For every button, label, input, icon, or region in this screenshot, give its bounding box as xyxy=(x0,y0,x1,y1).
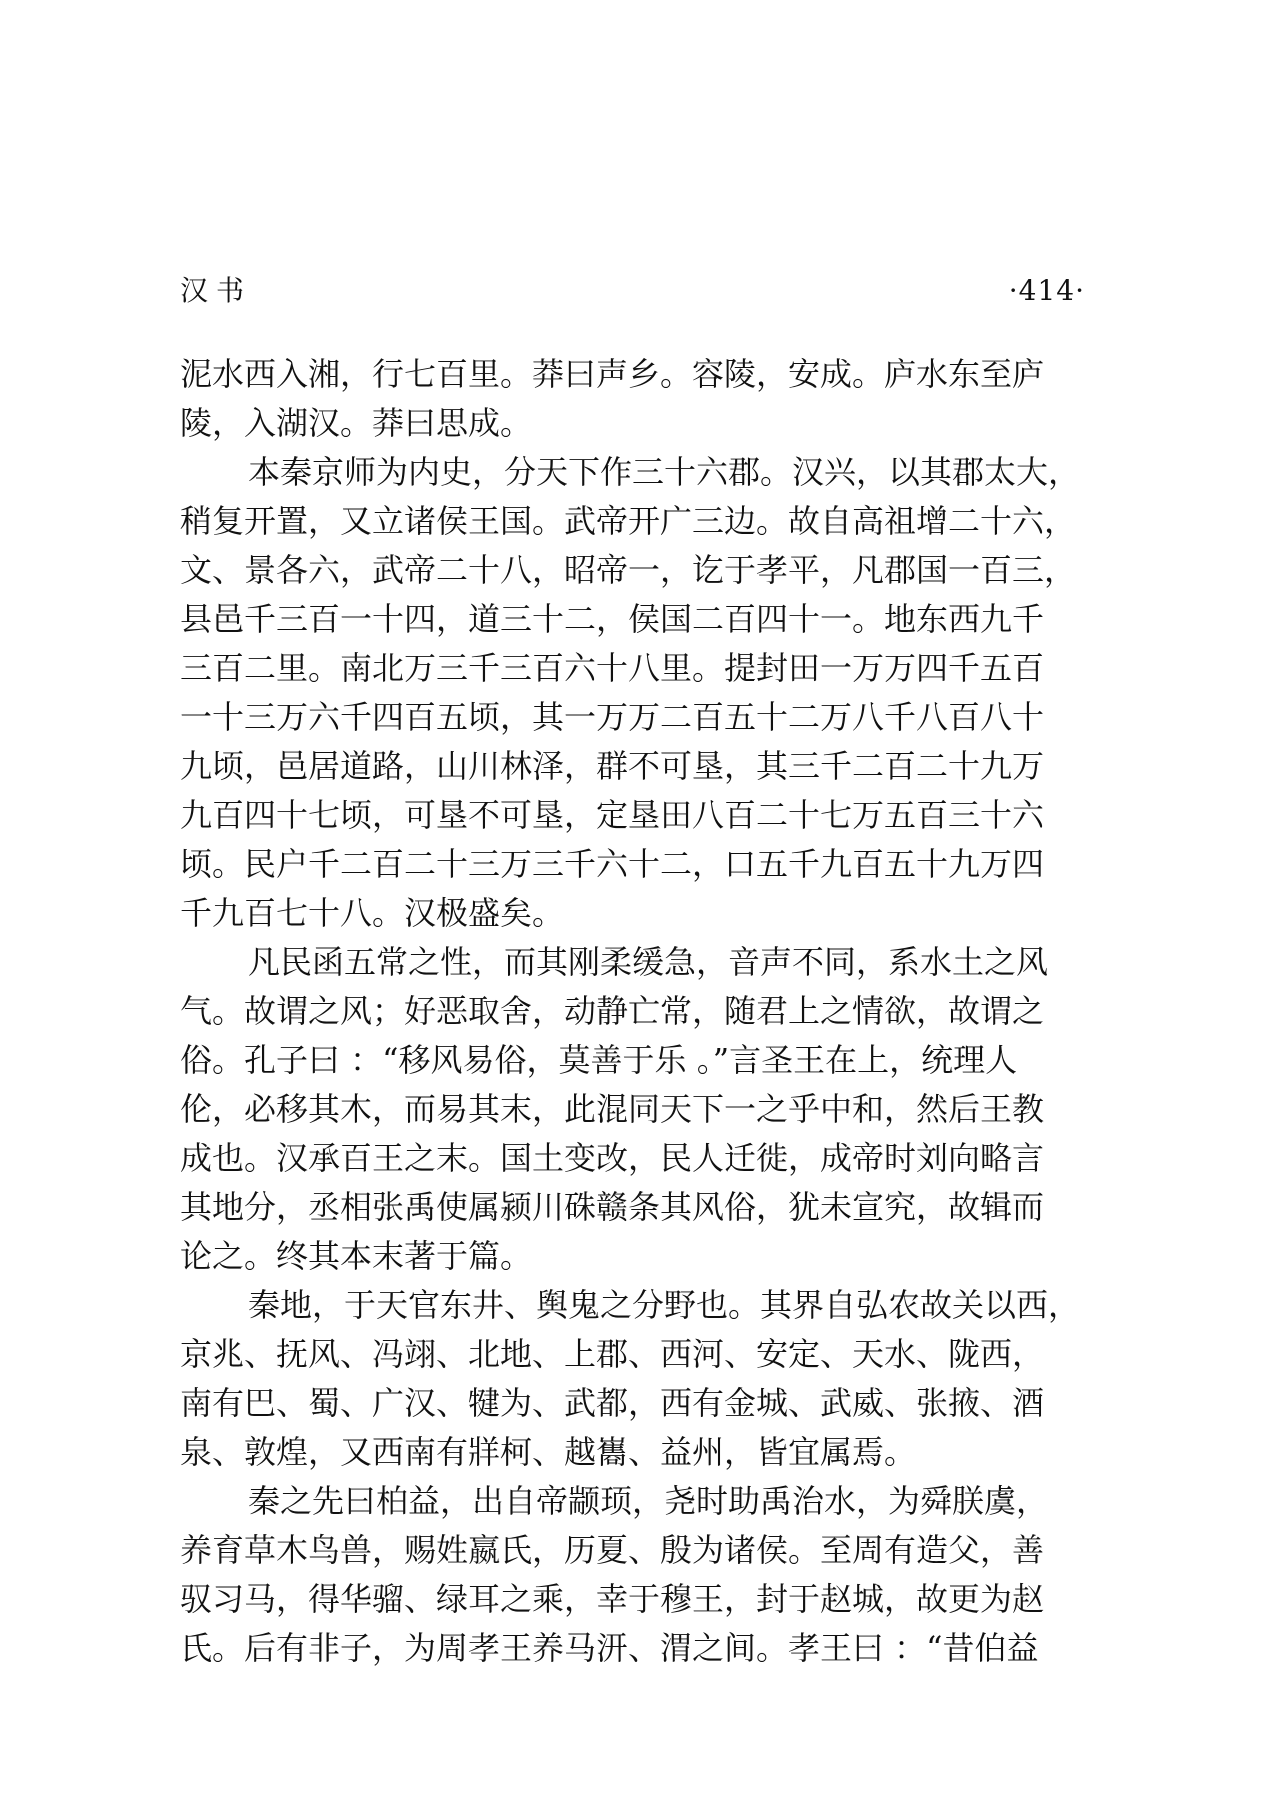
text-line: 泉、敦煌，又西南有牂柯、越巂、益州，皆宜属焉。 xyxy=(180,1433,917,1471)
text-line: 三百二里。南北万三千三百六十八里。提封田一万万四千五百 xyxy=(180,649,1045,687)
paragraph xyxy=(180,1281,1085,1477)
text-line: 泥水西入湘，行七百里。莽曰声乡。容陵，安成。庐水东至庐 xyxy=(180,355,1045,393)
text-line: 本秦京师为内史，分天下作三十六郡。汉兴，以其郡太大， xyxy=(248,453,1081,491)
text-line: 成也。汉承百王之末。国土变改，民人迁徙，成帝时刘向略言 xyxy=(180,1139,1045,1177)
text-line: 氏。后有非子，为周孝王养马汧、渭之间。孝王曰 ：“昔伯益 xyxy=(180,1629,1039,1667)
text-line: 陵，入湖汉。莽曰思成。 xyxy=(180,404,533,442)
text-line: 南有巴、蜀、广汉、犍为、武都，西有金城、武威、张掖、酒 xyxy=(180,1384,1045,1422)
text-line: 九百四十七顷，可垦不可垦，定垦田八百二十七万五百三十六 xyxy=(180,796,1045,834)
text-line: 秦地，于天官东井、舆鬼之分野也。其界自弘农故关以西， xyxy=(248,1286,1081,1324)
paragraph xyxy=(180,938,1085,1281)
text-line: 养育草木鸟兽，赐姓嬴氏，历夏、殷为诸侯。至周有造父，善 xyxy=(180,1531,1045,1569)
text-line: 一十三万六千四百五顷，其一万万二百五十二万八千八百八十 xyxy=(180,698,1045,736)
text-line: 京兆、抚风、冯翊、北地、上郡、西河、安定、天水、陇西， xyxy=(180,1335,1045,1373)
text-line: 九顷，邑居道路，山川林泽，群不可垦，其三千二百二十九万 xyxy=(180,747,1045,785)
text-line: 顷。民户千二百二十三万三千六十二，口五千九百五十九万四 xyxy=(180,845,1045,883)
text-line: 县邑千三百一十四，道三十二，侯国二百四十一。地东西九千 xyxy=(180,600,1045,638)
text-line: 论之。终其本末著于篇。 xyxy=(180,1237,533,1275)
text-line: 其地分，丞相张禹使属颍川硃赣条其风俗，犹未宣究，故辑而 xyxy=(180,1188,1045,1226)
text-line: 千九百七十八。汉极盛矣。 xyxy=(180,894,565,932)
paragraph xyxy=(180,448,1085,938)
paragraph xyxy=(180,350,1085,448)
text-line: 气。故谓之风；好恶取舍，动静亡常，随君上之情欲，故谓之 xyxy=(180,992,1045,1030)
running-head xyxy=(180,268,1085,314)
text-line: 俗。孔子曰 ：“移风易俗，莫善于乐 。”言圣王在上，统理人 xyxy=(180,1041,1018,1079)
paragraph xyxy=(180,1477,1085,1673)
body-text xyxy=(180,350,1085,1673)
text-line: 秦之先曰柏益，出自帝颛顼，尧时助禹治水，为舜朕虞， xyxy=(248,1482,1049,1520)
text-line: 凡民函五常之性，而其刚柔缓急，音声不同，系水土之风 xyxy=(248,943,1049,981)
page-number: ·414· xyxy=(1008,274,1085,307)
text-line: 伦，必移其木，而易其末，此混同天下一之乎中和，然后王教 xyxy=(180,1090,1045,1128)
text-line: 驭习马，得华骝、绿耳之乘，幸于穆王，封于赵城，故更为赵 xyxy=(180,1580,1045,1618)
text-line: 文、景各六，武帝二十八，昭帝一，讫于孝平，凡郡国一百三， xyxy=(180,551,1077,589)
text-line: 稍复开置，又立诸侯王国。武帝开广三边。故自高祖增二十六， xyxy=(180,502,1077,540)
book-title: 汉书 xyxy=(180,274,253,307)
